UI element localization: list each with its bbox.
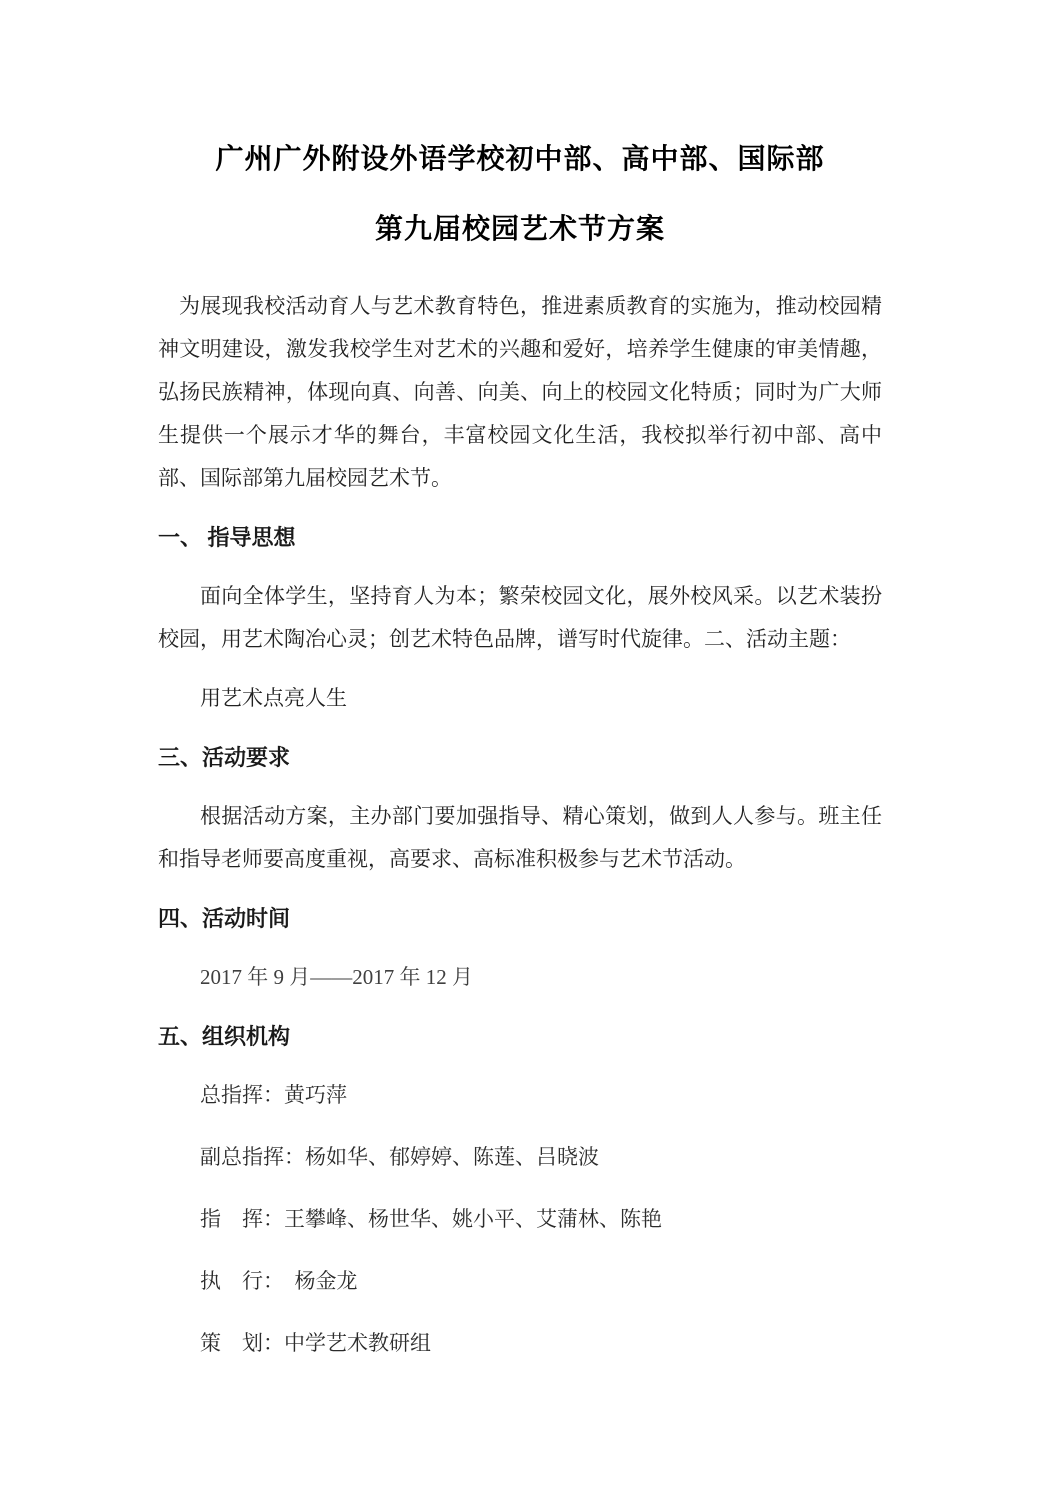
section-1-paragraph-2-theme: 用艺术点亮人生 [200, 686, 347, 710]
section-3-paragraph-1: 根据活动方案，主办部门要加强指导、精心策划，做到人人参与。班主任和指导老师要高度重视，高要求、高标准积极参与艺术节活动。 [158, 804, 882, 871]
activity-date-range: 2017 年 9 月——2017 年 12 月 [200, 965, 473, 989]
section-heading-1: 一、 指导思想 [158, 525, 296, 550]
org-line-planner: 策 划：中学艺术教研组 [200, 1331, 431, 1355]
org-line-chief-director: 总指挥：黄巧萍 [200, 1083, 347, 1107]
org-line-executor: 执 行： 杨金龙 [200, 1269, 358, 1293]
section-1-paragraph-1: 面向全体学生，坚持育人为本；繁荣校园文化，展外校风采。以艺术装扮校园，用艺术陶冶心灵；创艺术特色品牌，谱写时代旋律。二、活动主题： [158, 584, 882, 651]
intro-paragraph: 为展现我校活动育人与艺术教育特色，推进素质教育的实施为，推动校园精神文明建设，激发我校学生对艺术的兴趣和爱好，培养学生健康的审美情趣，弘扬民族精神，体现向真、向善、向美、向上的校园文化特质；同时为广大师生提供一个展示才华的舞台，丰富校园文化生活，我校拟举行初中部、高中部、国际部第九届校园艺术节。 [158, 294, 882, 490]
section-heading-5: 五、组织机构 [158, 1024, 291, 1049]
org-line-directors: 指 挥：王攀峰、杨世华、姚小平、艾蒲林、陈艳 [200, 1207, 662, 1231]
document-title-line1: 广州广外附设外语学校初中部、高中部、国际部 [215, 144, 825, 175]
document-title-line2: 第九届校园艺术节方案 [374, 214, 665, 245]
section-heading-4: 四、活动时间 [158, 906, 291, 931]
section-heading-3: 三、活动要求 [158, 745, 291, 770]
org-line-deputy-directors: 副总指挥：杨如华、郁婷婷、陈莲、吕晓波 [200, 1145, 599, 1169]
